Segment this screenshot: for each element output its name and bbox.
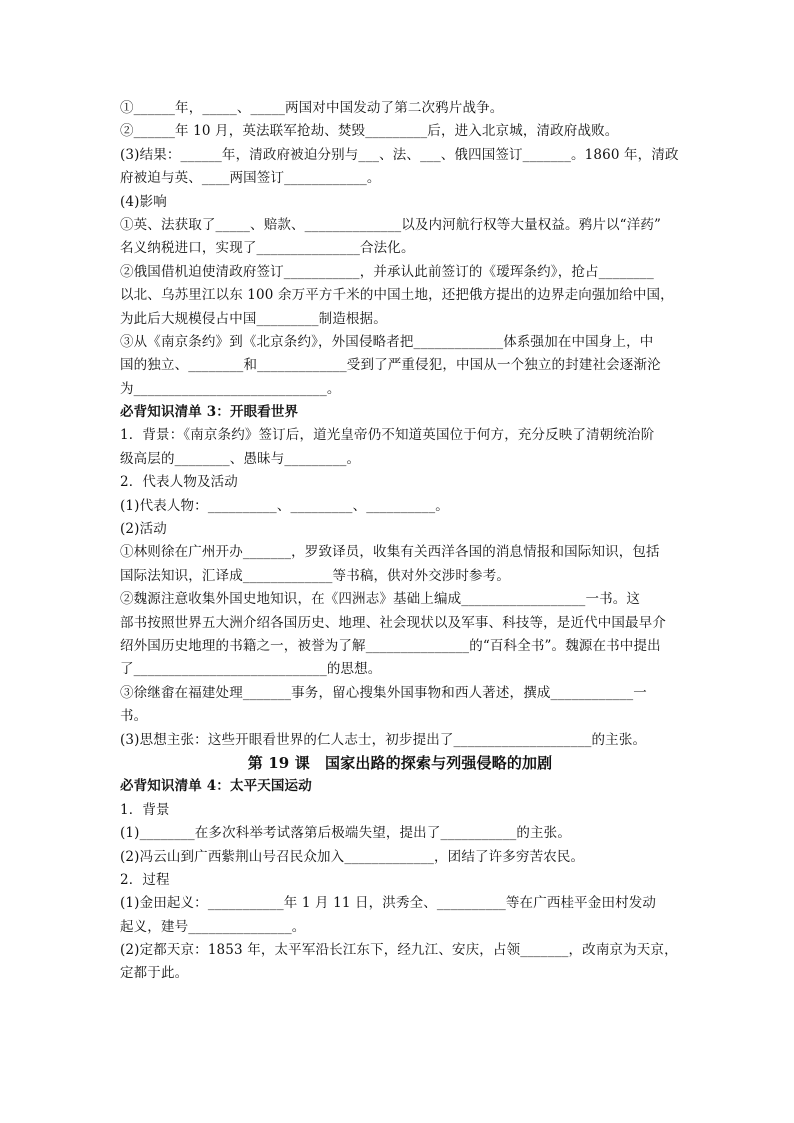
text-line: 起义，建号_______________。 [120, 918, 306, 935]
text-line: 级高层的________、愚昧与_________。 [120, 450, 361, 467]
text-line: 2．代表人物及活动 [120, 474, 238, 491]
text-line: ③从《南京条约》到《北京条约》，外国侵略者把_____________体系强加在中国身上，中 [120, 333, 654, 350]
text-line: ②俄国借机迫使清政府签订___________，并承认此前签订的《瑷珲条约》，抢占________ [120, 263, 654, 280]
text-line: ①英、法获取了_____、赔款、______________以及内河航行权等大量权益。鸦片以“洋药” [120, 216, 662, 233]
text-line: 2．过程 [120, 871, 170, 888]
text-line: (2)定都天京：1853 年，太平军沿长江东下，经九江、安庆，占领_______，改南京为天京， [120, 942, 678, 959]
text-line: 书。 [120, 708, 148, 725]
text-line: 国际法知识，汇译成_____________等书稿，供对外交涉时参考。 [120, 567, 510, 584]
text-line: 以北、乌苏里江以东 100 余万平方千米的中国土地，还把俄方提出的边界走向强加给中国， [120, 287, 674, 304]
text-line: 定都于此。 [120, 965, 189, 982]
lesson-title: 第 19 课 国家出路的探索与列强侵略的加剧 [247, 753, 553, 772]
text-line: ①林则徐在广州开办_______，罗致译员，收集有关西洋各国的消息情报和国际知识，包括 [120, 544, 660, 561]
text-line: 为此后大规模侵占中国_________制造根据。 [120, 310, 387, 327]
text-line: (2)活动 [120, 521, 167, 538]
section-heading: 必背知识清单 3：开眼看世界 [120, 404, 299, 421]
text-line: (1)代表人物：__________、_________、__________。 [120, 497, 449, 514]
text-line: ①______年，_____、_____两国对中国发动了第二次鸦片战争。 [120, 100, 504, 116]
text-line: (3)思想主张：这些开眼看世界的仁人志士，初步提出了____________________的主张。 [120, 731, 647, 748]
text-line: 1．背景：《南京条约》签订后，道光皇帝仍不知道英国位于何方，充分反映了清朝统治阶 [120, 427, 655, 444]
text-line: (1)________在多次科举考试落第后极端失望，提出了___________的主张。 [120, 825, 571, 842]
text-line: 部书按照世界五大洲介绍各国历史、地理、社会现状以及军事、科技等，是近代中国最早介 [120, 614, 666, 631]
text-line: (4)影响 [120, 193, 167, 210]
text-line: ②魏源注意收集外国史地知识，在《四洲志》基础上编成__________________一书。这 [120, 591, 641, 608]
text-line: 了____________________________的思想。 [120, 661, 382, 678]
text-line: 国的独立、________和_____________受到了严重侵犯，中国从一个独立的封建社会逐渐沦 [120, 357, 661, 374]
text-line: (1)金田起义：___________年 1 月 11 日，洪秀全、__________等在广西桂平金田村发动 [120, 895, 657, 912]
text-line: 名义纳税进口，实现了_______________合法化。 [120, 240, 415, 257]
text-line: ②______年 10 月，英法联军抢劫、焚毁_________后，进入北京城，清政府战败。 [120, 123, 619, 140]
text-line: 府被迫与英、____两国签订____________。 [120, 170, 381, 187]
text-line: (2)冯云山到广西紫荆山号召民众加入_____________，团结了许多穷苦农民。 [120, 848, 585, 865]
text-line: 为____________________________。 [120, 380, 341, 397]
text-line: 绍外国历史地理的书籍之一，被誉为了解_______________的“百科全书”。魏源在书中提出 [120, 637, 661, 654]
text-line: ③徐继畬在福建处理_______事务，留心搜集外国事物和西人著述，撰成____________一 [120, 684, 647, 701]
document-body [120, 97, 680, 986]
text-line: (3)结果：______年，清政府被迫分别与___、法、___、俄四国签订_______。1860 年，清政 [120, 146, 679, 163]
section-heading: 必背知识清单 4：太平天国运动 [120, 778, 312, 795]
text-line: 1．背景 [120, 801, 170, 818]
